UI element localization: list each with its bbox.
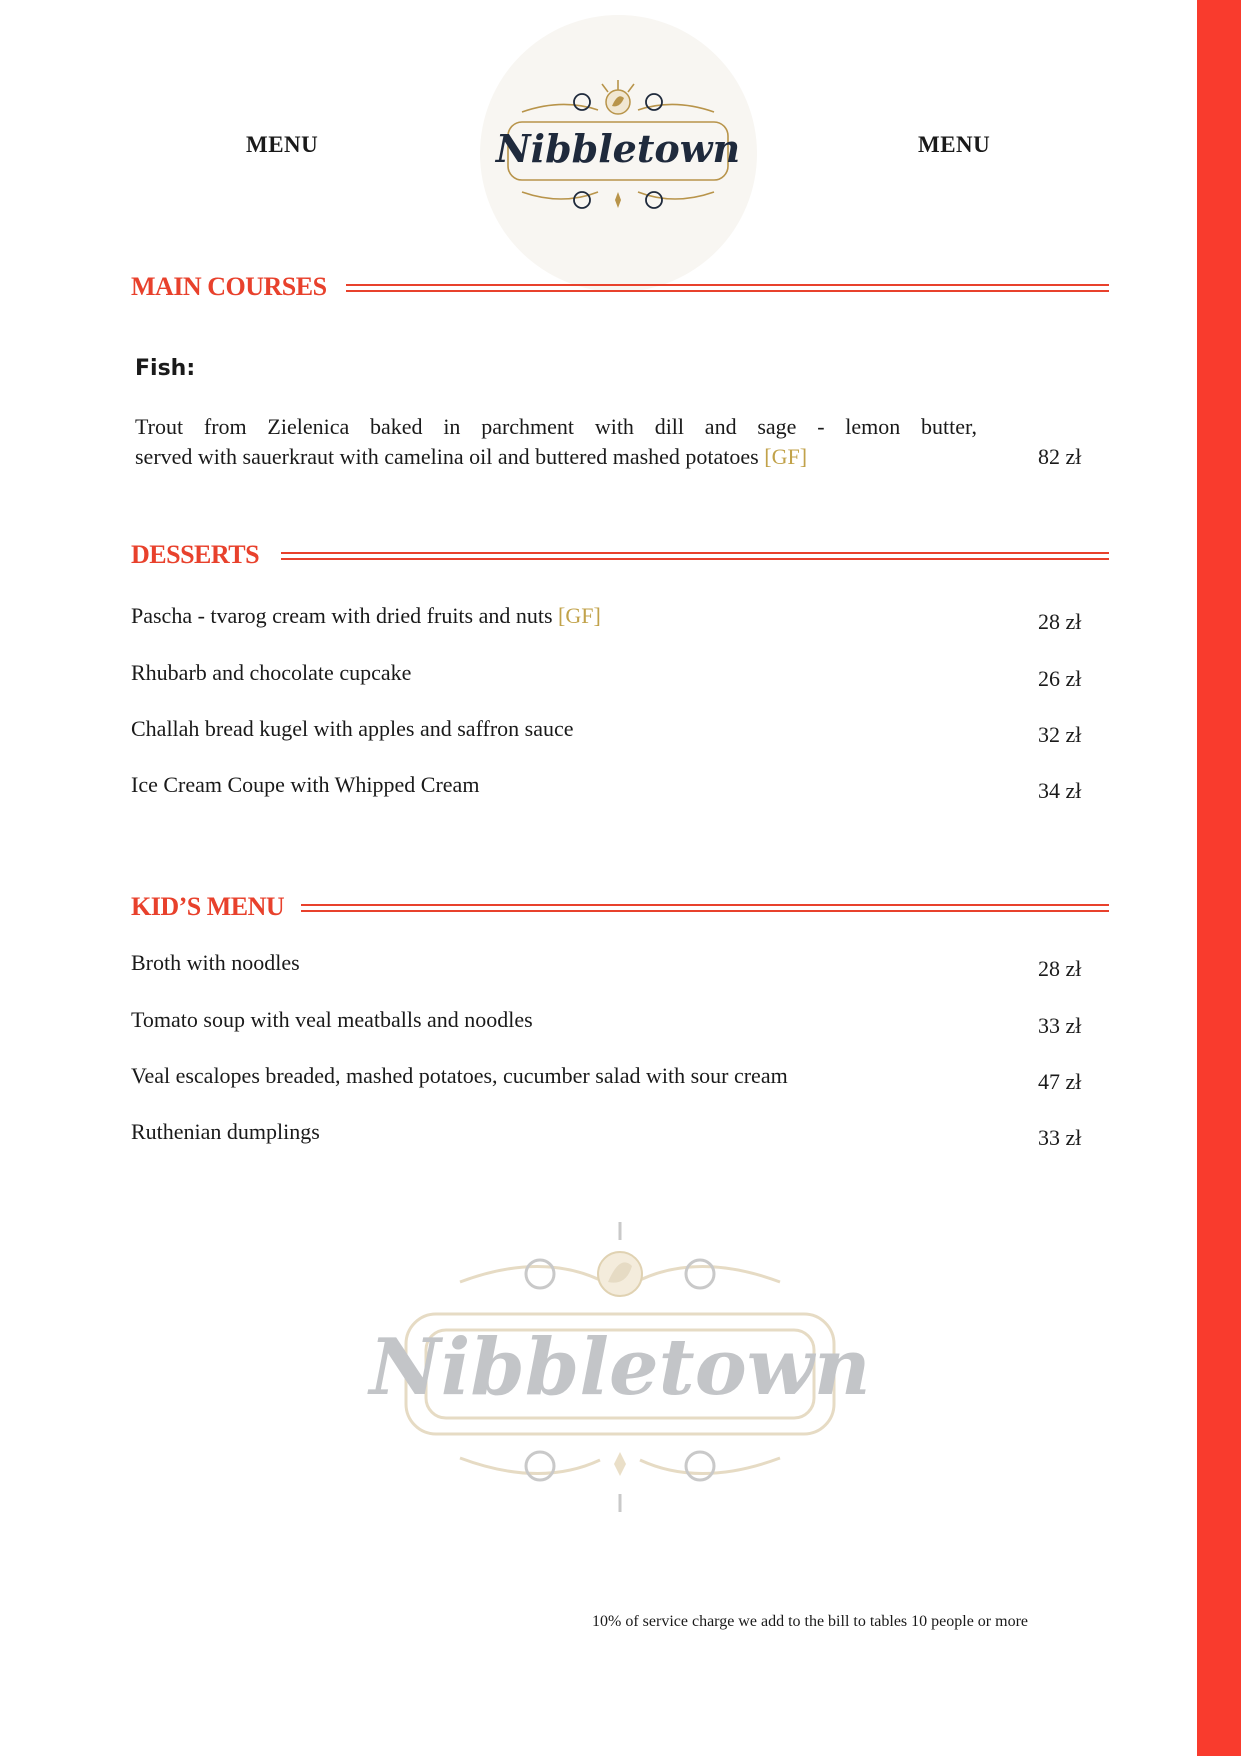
menu-item-price: 82 zł bbox=[1038, 444, 1082, 469]
gluten-free-tag: [GF] bbox=[558, 603, 601, 628]
menu-item-name: Tomato soup with veal meatballs and noodles bbox=[131, 1007, 533, 1032]
subhead-fish: Fish: bbox=[135, 356, 196, 381]
menu-item-price: 33 zł bbox=[1038, 1125, 1082, 1150]
header-menu-label-left: MENU bbox=[246, 132, 319, 157]
watermark-logo bbox=[369, 1222, 871, 1512]
section-rule bbox=[301, 904, 1109, 912]
menu-item-price: 33 zł bbox=[1038, 1013, 1082, 1038]
section-desserts bbox=[131, 540, 1109, 570]
menu-item-name: Veal escalopes breaded, mashed potatoes, cucumber salad with sour cream bbox=[131, 1063, 788, 1088]
menu-item-price: 28 zł bbox=[1038, 956, 1082, 981]
menu-item-name: Broth with noodles bbox=[131, 950, 300, 975]
item-text: Pascha - tvarog cream with dried fruits and nuts bbox=[131, 603, 553, 628]
menu-item-name: Challah bread kugel with apples and saffron sauce bbox=[131, 716, 574, 741]
menu-item-price: 28 zł bbox=[1038, 609, 1082, 634]
menu-item-price: 32 zł bbox=[1038, 722, 1082, 747]
menu-item-name bbox=[131, 603, 601, 629]
menu-item-description-line bbox=[135, 444, 807, 470]
menu-item-name: Ruthenian dumplings bbox=[131, 1119, 320, 1144]
section-kids-menu bbox=[131, 892, 1109, 922]
menu-item-name: Rhubarb and chocolate cupcake bbox=[131, 660, 412, 685]
section-title: MAIN COURSES bbox=[131, 272, 327, 301]
menu-item-price: 26 zł bbox=[1038, 666, 1082, 691]
section-rule bbox=[346, 284, 1109, 292]
menu-item-name: served with sauerkraut with camelina oil and buttered mashed potatoes bbox=[135, 444, 759, 469]
restaurant-logo bbox=[495, 80, 741, 220]
menu-item-price: 34 zł bbox=[1038, 778, 1082, 803]
section-main-courses bbox=[131, 272, 1109, 302]
logo-wordmark: Nibbletown bbox=[495, 126, 741, 171]
section-title: DESSERTS bbox=[131, 540, 260, 569]
menu-item-price: 47 zł bbox=[1038, 1069, 1082, 1094]
header-menu-label-right: MENU bbox=[918, 132, 991, 157]
section-rule bbox=[281, 552, 1109, 560]
section-title: KID’S MENU bbox=[131, 892, 285, 921]
side-accent-bar bbox=[1197, 0, 1241, 1756]
watermark-wordmark: Nibbletown bbox=[369, 1322, 871, 1413]
menu-item-name: Ice Cream Coupe with Whipped Cream bbox=[131, 772, 480, 797]
menu-item-description-line: Trout from Zielenica baked in parchment with dill and sage - lemon butter, bbox=[135, 414, 977, 439]
service-charge-note: 10% of service charge we add to the bill to tables 10 people or more bbox=[592, 1613, 1029, 1630]
gluten-free-tag: [GF] bbox=[764, 444, 808, 469]
